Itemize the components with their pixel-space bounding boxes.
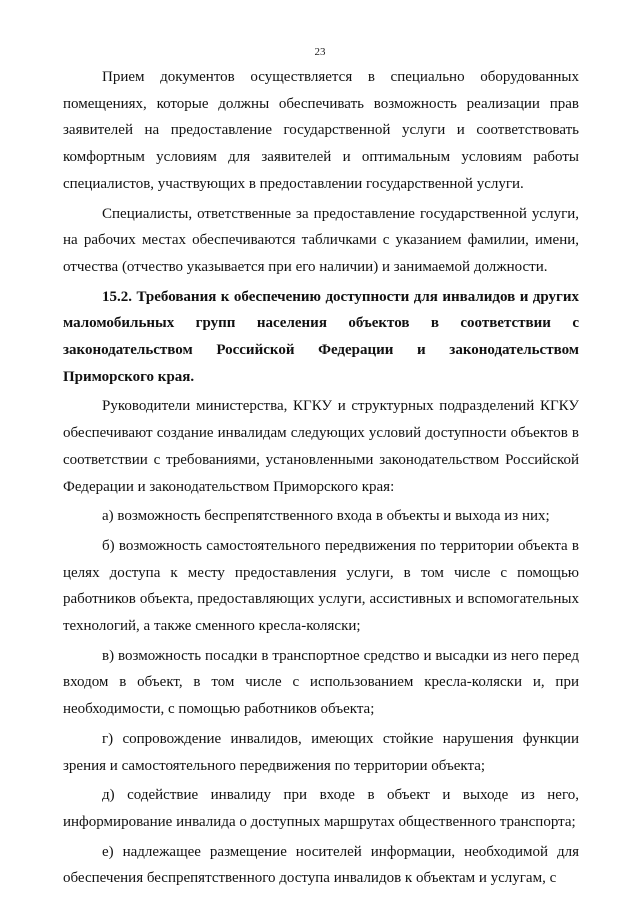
- section-heading-15-2: 15.2. Требования к обеспечению доступности для инвалидов и других маломобильных групп населения объектов в соответствии с законодательством Российской Федерации и законодательством Приморского края.: [63, 288, 579, 385]
- list-item-g: г) сопровождение инвалидов, имеющих стойкие нарушения функции зрения и самостоятельного передвижения по территории объекта;: [63, 730, 579, 774]
- list-item-b: б) возможность самостоятельного передвижения по территории объекта в целях доступа к месту предоставления услуги, в том числе с помощью работников объекта, предоставляющих услуги, ассистивных и вспомогательных технологий, а также сменного кресла-коляски;: [63, 537, 579, 635]
- paragraph-specialists: Специалисты, ответственные за предоставление государственной услуги, на рабочих местах обеспечиваются табличками с указанием фамилии, имени, отчества (отчество указывается при его наличии) и занимаемой должности.: [63, 205, 579, 275]
- paragraph-managers: Руководители министерства, КГКУ и структурных подразделений КГКУ обеспечивают создание инвалидам следующих условий доступности объектов в соответствии с требованиями, установленными законодательством Российской Федерации и законодательством Приморского края:: [63, 398, 579, 495]
- document-body: [63, 64, 579, 892]
- list-item-e: е) надлежащее размещение носителей информации, необходимой для обеспечения беспрепятственного доступа инвалидов к объектам и услугам, с: [63, 843, 579, 887]
- list-item-v: в) возможность посадки в транспортное средство и высадки из него перед входом в объект, в том числе с использованием кресла-коляски и, при необходимости, с помощью работников объекта;: [63, 647, 579, 718]
- list-item-a: а) возможность беспрепятственного входа в объекты и выхода из них;: [102, 508, 550, 525]
- page-number: 23: [314, 46, 326, 58]
- list-item-d: д) содействие инвалиду при входе в объект и выходе из него, информирование инвалида о доступных маршрутах общественного транспорта;: [63, 787, 579, 830]
- paragraph-premises: Прием документов осуществляется в специально оборудованных помещениях, которые должны обеспечивать возможность реализации прав заявителей на предоставление государственной услуги и соответствовать комфортным условиям для заявителей и оптимальным условиям работы специалистов, участвующих в предоставлении государственной услуги.: [63, 69, 579, 192]
